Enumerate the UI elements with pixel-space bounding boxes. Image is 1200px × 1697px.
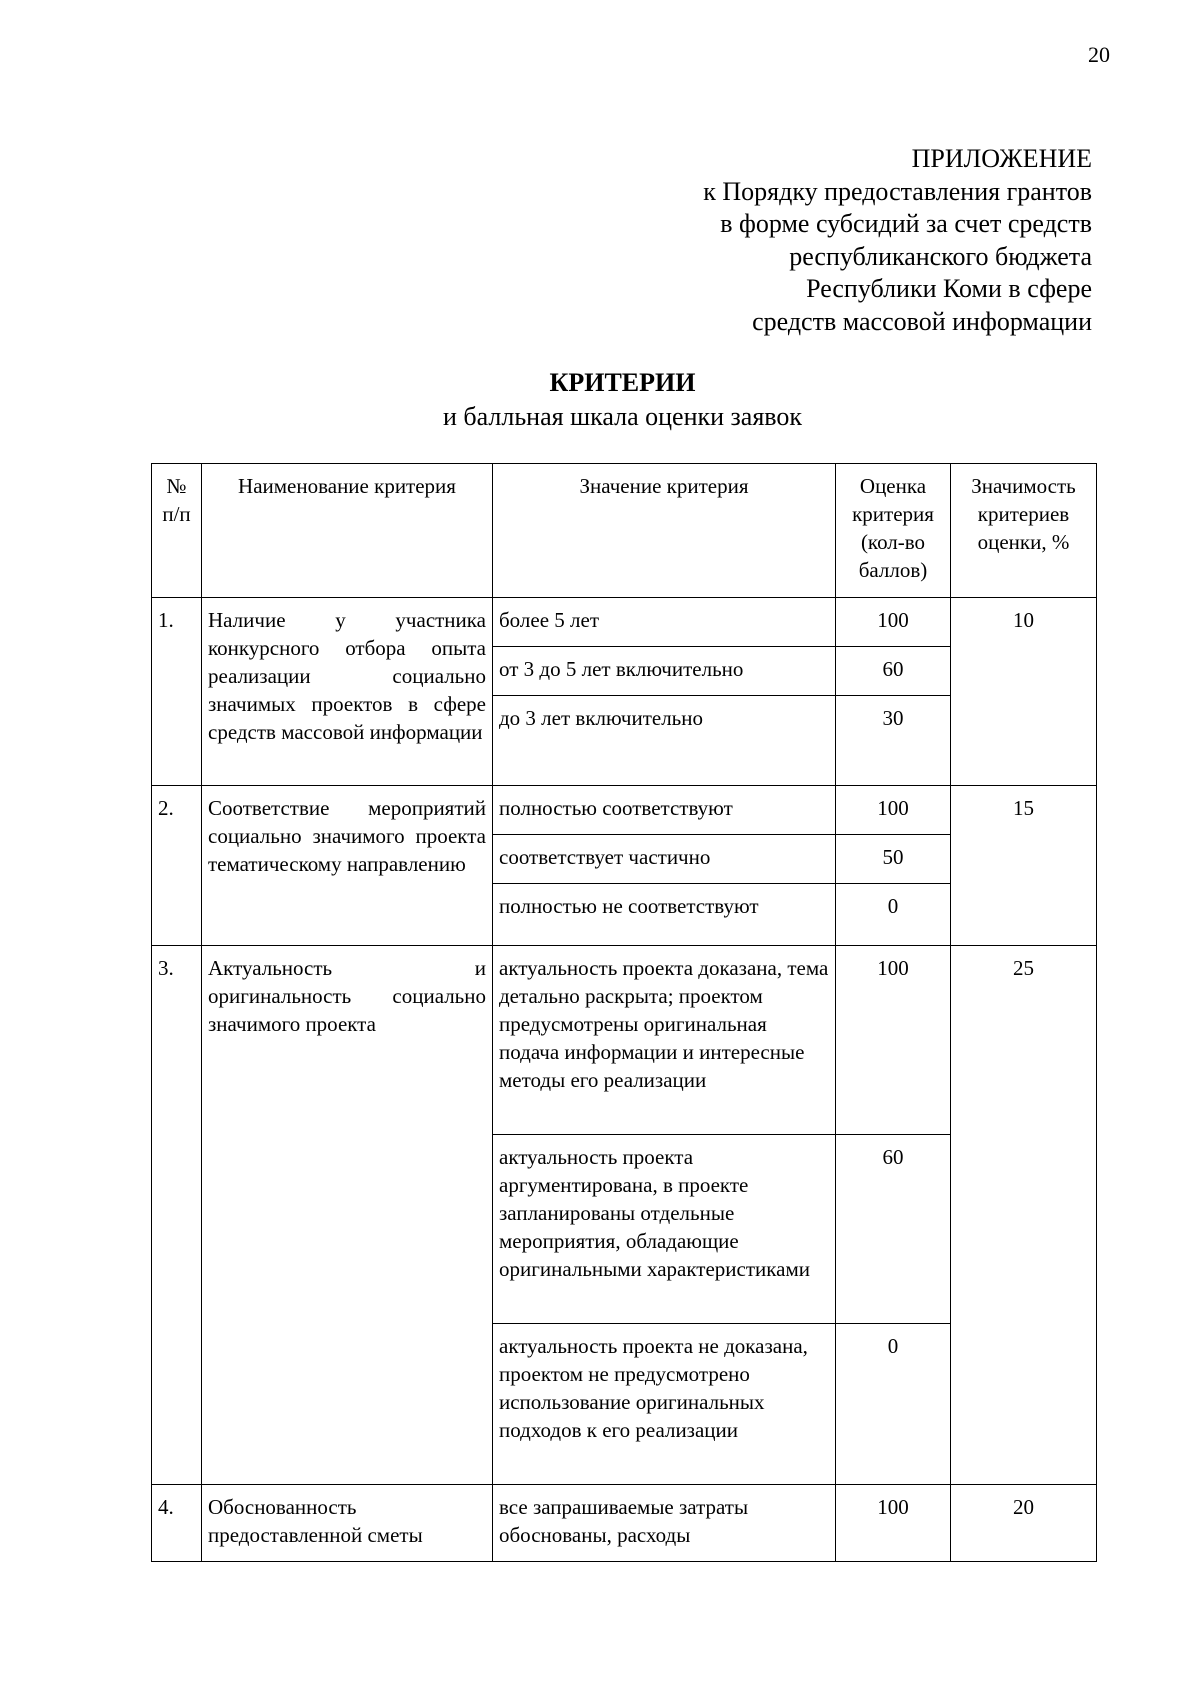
criterion-number: 4. <box>152 1485 202 1562</box>
criterion-score: 100 <box>836 786 951 835</box>
table-row <box>152 1485 1097 1562</box>
criterion-score: 100 <box>836 946 951 1135</box>
criterion-value: все запрашиваемые затраты обоснованы, расходы <box>493 1485 836 1562</box>
criterion-value: полностью не соответствуют <box>493 884 836 946</box>
header-score: Оценка критерия (кол-во баллов) <box>836 464 951 598</box>
criterion-score: 0 <box>836 1324 951 1485</box>
appendix-title: ПРИЛОЖЕНИЕ <box>911 144 1092 173</box>
header-weight: Значимость критериев оценки, % <box>951 464 1097 598</box>
criterion-value: актуальность проекта не доказана, проектом не предусмотрено использование оригинальных подходов к его реализации <box>493 1324 836 1485</box>
criterion-score: 60 <box>836 647 951 696</box>
criterion-weight: 10 <box>951 598 1097 786</box>
criterion-score: 50 <box>836 835 951 884</box>
criterion-name: Соответствие мероприятий социально значимого проекта тематическому направлению <box>202 786 493 946</box>
criterion-score: 30 <box>836 696 951 786</box>
appendix-header <box>703 143 1092 338</box>
table-row <box>152 786 1097 835</box>
criterion-weight: 25 <box>951 946 1097 1485</box>
criterion-number: 3. <box>152 946 202 1485</box>
criterion-name: Актуальность и оригинальность социально значимого проекта <box>202 946 493 1485</box>
page-number: 20 <box>1088 42 1110 67</box>
criteria-table <box>151 463 1097 1562</box>
appendix-line: республиканского бюджета <box>789 241 1092 271</box>
criterion-number: 1. <box>152 598 202 786</box>
criterion-weight: 15 <box>951 786 1097 946</box>
table-header-row <box>152 464 1097 598</box>
criterion-value: полностью соответствуют <box>493 786 836 835</box>
document-title: КРИТЕРИИ <box>549 368 696 397</box>
criterion-score: 60 <box>836 1135 951 1324</box>
table-row <box>152 946 1097 1135</box>
header-num: № п/п <box>152 464 202 598</box>
table-row <box>152 598 1097 647</box>
criterion-name: Обоснованность предоставленной сметы <box>202 1485 493 1562</box>
appendix-line: к Порядку предоставления грантов <box>703 176 1092 206</box>
header-value: Значение критерия <box>493 464 836 598</box>
criterion-weight: 20 <box>951 1485 1097 1562</box>
document-subtitle: и балльная шкала оценки заявок <box>442 402 803 431</box>
criterion-number: 2. <box>152 786 202 946</box>
criterion-name: Наличие у участника конкурсного отбора опыта реализации социально значимых проектов в сфере средств массовой информации <box>202 598 493 786</box>
criterion-value: актуальность проекта аргументирована, в проекте запланированы отдельные мероприятия, обладающие оригинальными характеристиками <box>493 1135 836 1324</box>
appendix-line: Республики Коми в сфере <box>806 274 1092 303</box>
criterion-score: 100 <box>836 1485 951 1562</box>
criterion-value: более 5 лет <box>493 598 836 647</box>
header-name: Наименование критерия <box>202 464 493 598</box>
criterion-value: соответствует частично <box>493 835 836 884</box>
appendix-line: средств массовой информации <box>752 306 1092 336</box>
criterion-score: 0 <box>836 884 951 946</box>
criterion-score: 100 <box>836 598 951 647</box>
criterion-value: актуальность проекта доказана, тема детально раскрыта; проектом предусмотрены оригинальная подача информации и интересные методы его реализации <box>493 946 836 1135</box>
criterion-value: от 3 до 5 лет включительно <box>493 647 836 696</box>
criterion-value: до 3 лет включительно <box>493 696 836 786</box>
appendix-line: в форме субсидий за счет средств <box>720 209 1092 238</box>
